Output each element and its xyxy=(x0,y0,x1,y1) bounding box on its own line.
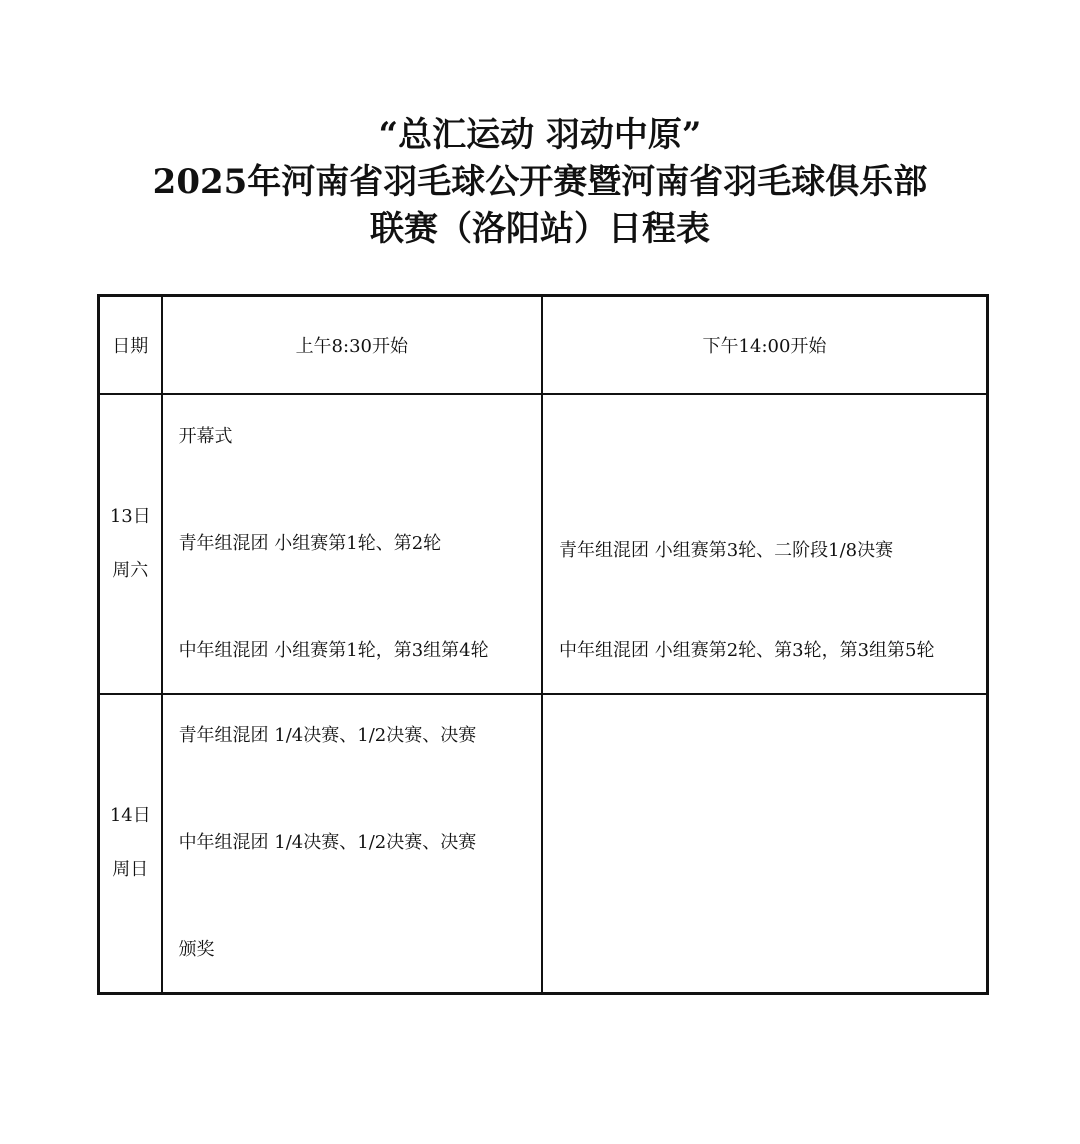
date-weekday: 周六 xyxy=(112,559,149,581)
schedule-table xyxy=(97,294,989,995)
event-item: 青年组混团 小组赛第1轮、第2轮 xyxy=(178,532,442,554)
date-day: 13日 xyxy=(109,505,151,527)
afternoon-cell-13 xyxy=(542,394,988,694)
date-cell-13 xyxy=(99,394,162,694)
title-line-event: 2025年河南省羽毛球公开赛暨河南省羽毛球俱乐部 xyxy=(152,162,928,202)
morning-events-13 xyxy=(163,425,541,663)
morning-cell-14 xyxy=(162,694,542,994)
date-day: 14日 xyxy=(109,805,151,827)
event-item: 颁奖 xyxy=(178,939,215,961)
page-title xyxy=(0,112,1080,253)
title-line-schedule: 联赛（洛阳站）日程表 xyxy=(370,209,710,249)
afternoon-cell-14 xyxy=(542,694,988,994)
morning-cell-13 xyxy=(162,394,542,694)
header-date: 日期 xyxy=(99,296,162,395)
event-item: 开幕式 xyxy=(178,425,233,447)
event-item: 中年组混团 小组赛第1轮，第3组第4轮 xyxy=(178,639,489,661)
event-item: 中年组混团 1/4决赛、1/2决赛、决赛 xyxy=(178,832,477,854)
event-item: 青年组混团 1/4决赛、1/2决赛、决赛 xyxy=(178,725,477,747)
header-morning: 上午8:30开始 xyxy=(162,296,542,395)
header-afternoon: 下午14:00开始 xyxy=(542,296,988,395)
date-weekday: 周日 xyxy=(112,859,149,881)
table-header-row xyxy=(99,296,988,395)
table-row-day-13 xyxy=(99,394,988,694)
event-item: 中年组混团 小组赛第2轮、第3轮，第3组第5轮 xyxy=(558,639,935,661)
date-cell-14 xyxy=(99,694,162,994)
morning-events-14 xyxy=(163,724,541,962)
title-line-slogan: “总汇运动 羽动中原” xyxy=(378,115,702,155)
afternoon-events-13 xyxy=(543,425,986,663)
event-item: 青年组混团 小组赛第3轮、二阶段1/8决赛 xyxy=(558,539,894,561)
table-row-day-14 xyxy=(99,694,988,994)
